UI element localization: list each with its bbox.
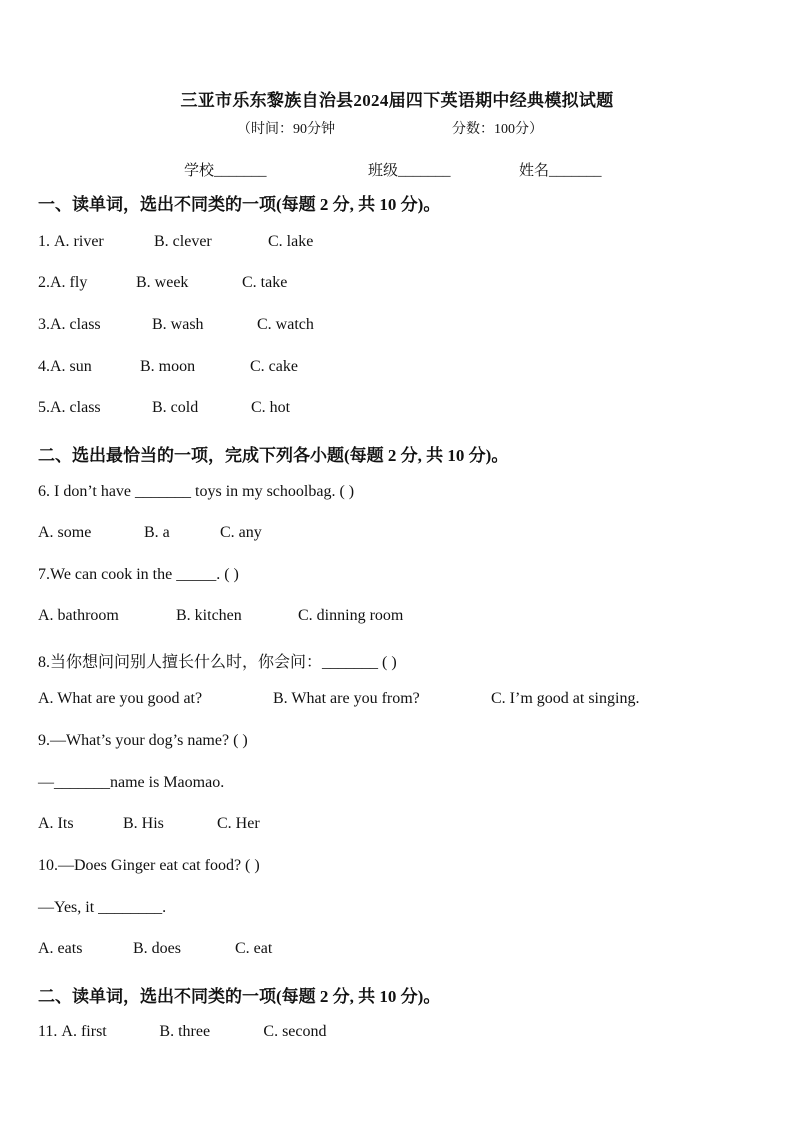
question-10-options [38,940,272,958]
option-c: C. lake [268,233,314,250]
question-number: 1. [38,233,54,250]
question-number: 5. [38,399,50,416]
question-7-options [38,607,403,625]
question-2 [38,274,287,292]
class-field: 班级_______ [368,163,451,179]
option-a: A. some [38,524,92,541]
option-a: A. fly [50,274,88,291]
option-b: B. His [123,815,164,832]
option-c: C. dinning room [298,607,404,624]
option-a: A. What are you good at? [38,690,203,707]
option-c: C. watch [257,316,314,333]
option-c: C. eat [235,940,273,957]
option-b: B. What are you from? [273,690,420,707]
question-1 [38,233,313,251]
option-c: C. any [220,524,262,541]
option-a: A. river [54,233,104,250]
option-a: A. class [50,399,101,416]
question-9-stem: 9.—What’s your dog’s name? ( ) [38,732,248,749]
question-number: 2. [38,274,50,291]
option-b: B. a [144,524,170,541]
option-b: B. clever [154,233,212,250]
name-field: 姓名_______ [519,163,602,179]
question-11 [38,1023,327,1041]
option-a: A. bathroom [38,607,119,624]
option-a: A. Its [38,815,74,832]
option-b: B. does [133,940,181,957]
question-number: 3. [38,316,50,333]
question-5 [38,399,290,417]
question-number: 4. [38,358,50,375]
option-c: C. Her [217,815,260,832]
question-10-answer: —Yes, it ________. [38,899,167,916]
question-number: 11. [38,1023,62,1040]
option-c: C. cake [250,358,298,375]
question-8-options [38,690,639,708]
option-c: C. take [242,274,288,291]
question-9-answer: —_______name is Maomao. [38,774,225,791]
option-c: C. hot [251,399,291,416]
section-2-heading: 二、选出最恰当的一项，完成下列各小题(每题 2 分, 共 10 分)。 [38,446,509,465]
option-b: B. three [159,1023,211,1040]
question-8-stem: 8.当你想问问别人擅长什么时，你会问：_______ ( ) [38,654,397,671]
option-a: A. class [50,316,101,333]
option-c: C. I’m good at singing. [491,690,640,707]
option-c: C. second [263,1023,327,1040]
option-b: B. cold [152,399,199,416]
option-b: B. week [136,274,189,291]
question-4 [38,358,298,376]
option-a: A. eats [38,940,83,957]
question-9-options [38,815,260,833]
exam-score: 分数：100分） [452,122,543,137]
question-10-stem: 10.—Does Ginger eat cat food? ( ) [38,857,260,874]
option-a: A. sun [50,358,92,375]
option-b: B. kitchen [176,607,242,624]
exam-time: （时间：90分钟 [237,122,335,137]
question-6-options [38,524,262,542]
question-3 [38,316,314,334]
option-b: B. wash [152,316,204,333]
option-a: A. first [61,1023,107,1040]
page-title: 三亚市乐东黎族自治县2024届四下英语期中经典模拟试题 [180,91,614,110]
question-7-stem: 7.We can cook in the _____. ( ) [38,566,239,583]
question-6-stem: 6. I don’t have _______ toys in my schoolbag. ( ) [38,483,355,500]
option-b: B. moon [140,358,196,375]
section-1-heading: 一、读单词，选出不同类的一项(每题 2 分, 共 10 分)。 [38,195,441,214]
section-3-heading: 二、读单词，选出不同类的一项(每题 2 分, 共 10 分)。 [38,987,441,1006]
school-field: 学校_______ [184,163,267,179]
